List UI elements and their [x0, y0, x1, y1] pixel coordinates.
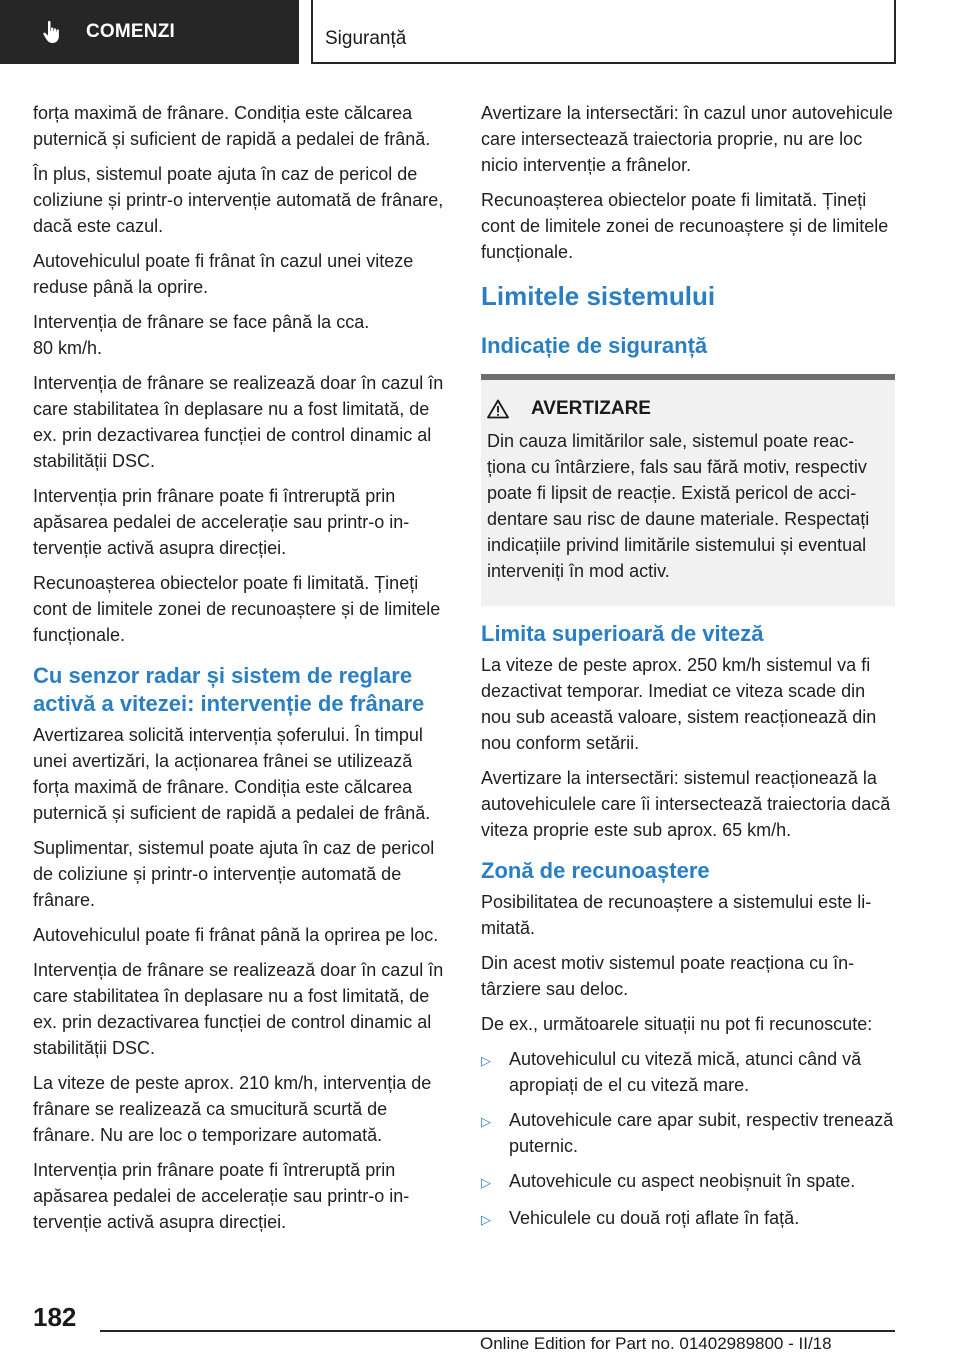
triangle-bullet-icon: ▷ [481, 1175, 491, 1190]
bullet-list [481, 1046, 895, 1233]
section-heading-zone: Zonă de recunoaștere [481, 858, 710, 883]
paragraph: Recunoașterea obiectelor poate fi limitată. Țineți cont de limitele zonei de recunoaștere și de limitele funcționale. [481, 190, 889, 262]
section-title: Siguranță [325, 28, 407, 49]
left-column [33, 100, 451, 1244]
paragraph-line: 80 km/h. [33, 338, 103, 358]
section-heading-safety: Indicație de siguranță [481, 333, 708, 358]
paragraph: Avertizarea solicită intervenția șoferului. În timpul unei avertizări, la acționarea frânei se utilizează forța maximă de frânare. Condiția este călcarea puternică și suficient de rapidă a pedalei de frână. [33, 725, 431, 823]
warning-title [487, 398, 871, 420]
list-item-text: Autovehicule care apar subit, respectiv trenează puternic. [509, 1110, 894, 1156]
paragraph: Intervenția prin frânare poate fi întreruptă prin apăsarea pedalei de accelerație sau printr-o intervenție activă asupra direcției. [33, 486, 410, 558]
paragraph: La viteze de peste aprox. 250 km/h sistemul va fi dezactivat temporar. Imediat ce viteza scade din nou sub această valoare, sistem reacționează din nou conform setării. [481, 655, 877, 753]
list-item [481, 1168, 895, 1196]
paragraph: De ex., următoarele situații nu pot fi recunoscute: [481, 1014, 873, 1034]
section-heading-speed: Limita superioară de viteză [481, 621, 764, 646]
paragraph-line: Intervenția de frânare se face până la cca. [33, 312, 370, 332]
section-heading-limits: Limitele sistemului [481, 281, 716, 311]
edition-note: Online Edition for Part no. 01402989800 - II/18 [480, 1334, 832, 1353]
paragraph: Suplimentar, sistemul poate ajuta în caz de pericol de coliziune și printr-o intervenție automată de frânare. [33, 838, 435, 910]
paragraph: Avertizare la intersectări: sistemul reacționează la autovehiculele care îi intersectează traiectoria dacă viteza proprie este sub aprox. 65 km/h. [481, 768, 891, 840]
chapter-label: COMENZI [86, 21, 176, 42]
hand-pointer-icon [40, 19, 66, 45]
paragraph: La viteze de peste aprox. 210 km/h, intervenția de frânare se realizează ca smucitură scurtă de frânare. Nu are loc o temporizare automată. [33, 1073, 432, 1145]
paragraph: Intervenția de frânare se realizează doar în cazul în care stabilitatea în deplasare nu a fost limitată, de ex. prin dezactivarea funcției de control dinamic al stabilității DSC. [33, 960, 444, 1058]
footer-divider [100, 1330, 895, 1332]
paragraph: Avertizare la intersectări: în cazul unor autovehicule care intersectează traiectoria proprie, nu are loc nicio intervenție a frânelor. [481, 103, 893, 175]
paragraph: Intervenția de frânare se realizează doar în cazul în care stabilitatea în deplasare nu a fost limitată, de ex. prin dezactivarea funcției de control dinamic al stabilității DSC. [33, 373, 444, 471]
triangle-bullet-icon: ▷ [481, 1212, 491, 1227]
paragraph: Autovehiculul poate fi frânat până la oprirea pe loc. [33, 925, 439, 945]
page-number: 182 [33, 1302, 77, 1332]
paragraph [33, 309, 451, 361]
paragraph: Posibilitatea de recunoaștere a sistemului este limitată. [481, 892, 872, 938]
paragraph: În plus, sistemul poate ajuta în caz de pericol de coliziune și printr-o intervenție automată de frânare, dacă este cazul. [33, 164, 444, 236]
warning-text: Din cauza limitărilor sale, sistemul poate reacționa cu întârziere, fals sau fără motiv, respectiv poate fi lipsit de reacție. Există pericol de accidentare sau risc de daune materiale. Respectați indicațiile privind limitările sistemului și eventual interveniți în mod activ. [487, 431, 870, 581]
right-column [481, 100, 895, 1242]
warning-box [481, 380, 895, 606]
list-item [481, 1205, 895, 1233]
paragraph: Autovehiculul poate fi frânat în cazul unei viteze reduse până la oprire. [33, 251, 414, 297]
chapter-tab[interactable] [0, 0, 299, 64]
paragraph: forța maximă de frânare. Condiția este călcarea puternică și suficient de rapidă a pedalei de frână. [33, 103, 431, 149]
paragraph: Din acest motiv sistemul poate reacționa cu întârziere sau deloc. [481, 953, 855, 999]
section-heading-radar: Cu senzor radar și sistem de reglare activă a vitezei: intervenție de frânare [33, 663, 425, 716]
paragraph: Intervenția prin frânare poate fi întreruptă prin apăsarea pedalei de accelerație sau printr-o intervenție activă asupra direcției. [33, 1160, 410, 1232]
paragraph: Recunoașterea obiectelor poate fi limitată. Țineți cont de limitele zonei de recunoaștere și de limitele funcționale. [33, 573, 441, 645]
list-item [481, 1046, 895, 1098]
warning-triangle-icon [487, 399, 509, 419]
triangle-bullet-icon: ▷ [481, 1053, 491, 1068]
triangle-bullet-icon: ▷ [481, 1114, 491, 1129]
warning-title-label: AVERTIZARE [531, 398, 651, 419]
list-item-text: Autovehiculul cu viteză mică, atunci când vă apropiați de el cu viteză mare. [509, 1049, 862, 1095]
list-item [481, 1107, 895, 1159]
list-item-text: Autovehicule cu aspect neobișnuit în spate. [509, 1171, 856, 1191]
list-item-text: Vehiculele cu două roți aflate în față. [509, 1208, 800, 1228]
